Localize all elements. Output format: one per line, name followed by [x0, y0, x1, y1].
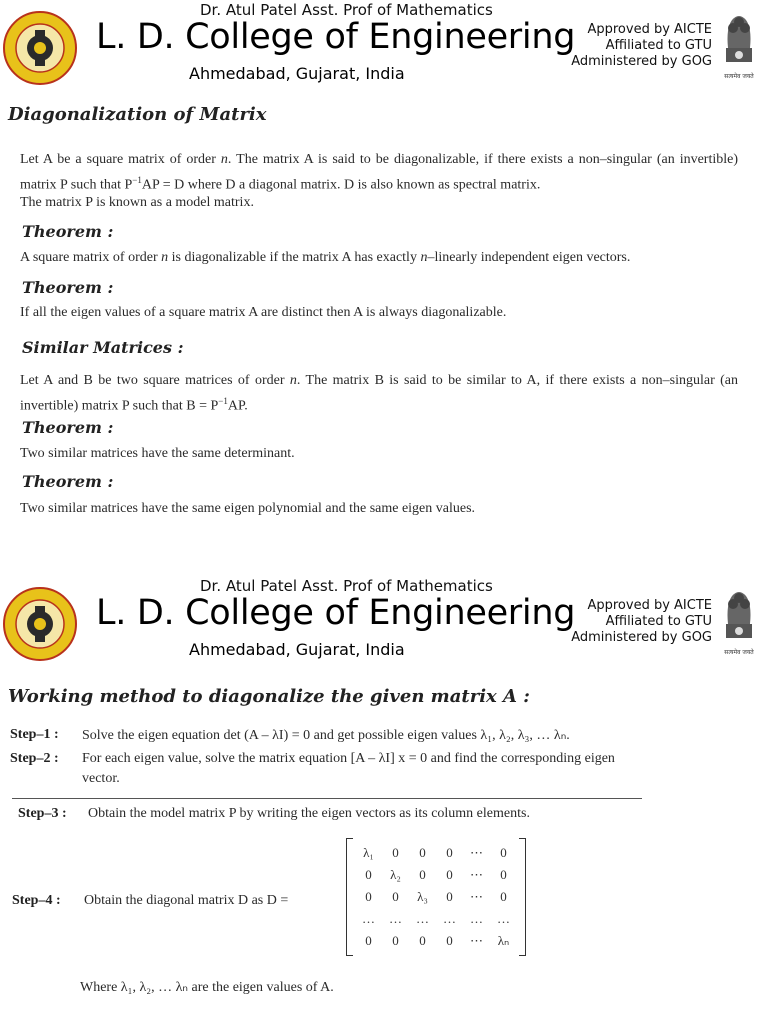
- theorem-2-text: If all the eigen values of a square matrix A are distinct then A is always diagonalizable.: [20, 305, 507, 320]
- approved-text-2: Approved by AICTE: [587, 598, 712, 613]
- step-1-text: Solve the eigen equation det (A – λI) = 0 and get possible eigen values λ₁, λ₂, λ₃, … λₙ.: [82, 728, 570, 743]
- matrix-cell: 0: [419, 933, 426, 948]
- matrix-cell: 0: [365, 867, 372, 882]
- matrix-cell: ⋯: [470, 845, 483, 860]
- divider: [12, 798, 642, 799]
- matrix-cell: 0: [365, 889, 372, 904]
- college-name: L. D. College of Engineering: [96, 17, 576, 57]
- matrix-cell: λ₂: [390, 867, 401, 882]
- matrix-cell: 0: [392, 845, 399, 860]
- matrix-grid: [347, 838, 525, 956]
- affiliated-text-2: Affiliated to GTU: [605, 614, 712, 629]
- matrix-cell: 0: [500, 867, 507, 882]
- matrix-cell: 0: [392, 933, 399, 948]
- matrix-cell: 0: [446, 867, 453, 882]
- matrix-cell: …: [362, 911, 375, 926]
- step-2-text-line1: For each eigen value, solve the matrix equation [A – λI] x = 0 and find the corresponding eigen: [82, 751, 615, 766]
- step-3-text: Obtain the model matrix P by writing the eigen vectors as its column elements.: [88, 806, 530, 821]
- national-emblem-icon-2: [714, 584, 764, 646]
- emblem-caption-2: सत्यमेव जयते: [724, 649, 754, 656]
- college-logo-2: [2, 586, 78, 662]
- matrix-cell: …: [389, 911, 402, 926]
- matrix-cell: 0: [419, 867, 426, 882]
- matrix-cell: …: [470, 911, 483, 926]
- similar-paragraph: Let A and B be two square matrices of order n. The matrix B is said to be similar to A, if there exists a non–singular (an invertible) matrix P such that $B = P^{-1}AP$.: [20, 373, 738, 414]
- matrix-cell: …: [416, 911, 429, 926]
- matrix-cell: ⋯: [470, 933, 483, 948]
- matrix-cell: …: [497, 911, 510, 926]
- matrix-cell: 0: [446, 933, 453, 948]
- administered-text-2: Administered by GOG: [571, 630, 712, 645]
- step-4-label: Step–4 :: [12, 893, 61, 908]
- similar-matrices-heading: Similar Matrices :: [22, 338, 184, 357]
- matrix-cell: 0: [446, 845, 453, 860]
- accreditation-2: [562, 598, 712, 646]
- theorem-4-text: Two similar matrices have the same eigen polynomial and the same eigen values.: [20, 501, 476, 516]
- theorem-heading-1: Theorem :: [22, 222, 114, 241]
- where-eigen-values: Where λ₁, λ₂, … λₙ are the eigen values of A.: [80, 980, 334, 995]
- diagonal-matrix: [346, 838, 526, 956]
- theorem-heading-2: Theorem :: [22, 278, 114, 297]
- matrix-cell: λₙ: [497, 933, 510, 948]
- college-logo: [2, 10, 78, 86]
- theorem-heading-3: Theorem :: [22, 418, 114, 437]
- administered-text: Administered by GOG: [571, 54, 712, 69]
- matrix-cell: ⋯: [470, 889, 483, 904]
- matrix-cell: λ₃: [417, 889, 428, 904]
- intro-model-matrix: The matrix P is known as a model matrix.: [20, 195, 254, 210]
- matrix-cell: λ₁: [363, 845, 374, 860]
- matrix-cell: 0: [392, 889, 399, 904]
- author-line-2: Dr. Atul Patel Asst. Prof of Mathematics: [200, 577, 493, 595]
- theorem-3-text: Two similar matrices have the same determinant.: [20, 446, 295, 461]
- theorem-1-text: A square matrix of order n is diagonalizable if the matrix A has exactly n–linearly independent eigen vectors.: [20, 250, 631, 265]
- matrix-cell: 0: [419, 845, 426, 860]
- emblem-caption: सत्यमेव जयते: [724, 73, 754, 80]
- theorem-heading-4: Theorem :: [22, 472, 114, 491]
- step-4-text: Obtain the diagonal matrix D as D =: [84, 893, 289, 908]
- step-1-label: Step–1 :: [10, 727, 59, 742]
- matrix-cell: …: [443, 911, 456, 926]
- step-2-text-line2: vector.: [82, 771, 120, 786]
- matrix-cell: 0: [500, 889, 507, 904]
- matrix-cell: 0: [446, 889, 453, 904]
- approved-text: Approved by AICTE: [587, 22, 712, 37]
- page-title: Diagonalization of Matrix: [8, 104, 267, 125]
- step-2-label: Step–2 :: [10, 751, 59, 766]
- step-3-label: Step–3 :: [18, 806, 67, 821]
- author-line: Dr. Atul Patel Asst. Prof of Mathematics: [200, 1, 493, 19]
- national-emblem-icon: [714, 8, 764, 70]
- matrix-cell: 0: [365, 933, 372, 948]
- matrix-cell: ⋯: [470, 867, 483, 882]
- working-method-title: Working method to diagonalize the given matrix A :: [8, 686, 530, 707]
- matrix-cell: 0: [500, 845, 507, 860]
- accreditation: [562, 22, 712, 70]
- college-location-2: Ahmedabad, Gujarat, India: [189, 640, 405, 659]
- college-location: Ahmedabad, Gujarat, India: [189, 64, 405, 83]
- intro-paragraph: Let A be a square matrix of order n. The matrix A is said to be diagonalizable, if there exists a non–singular (an invertible) matrix P such that $P^{-1}AP = D$ where D a diagonal matrix. D is also known as spectral matrix.: [20, 152, 739, 193]
- affiliated-text: Affiliated to GTU: [605, 38, 712, 53]
- college-name-2: L. D. College of Engineering: [96, 593, 576, 633]
